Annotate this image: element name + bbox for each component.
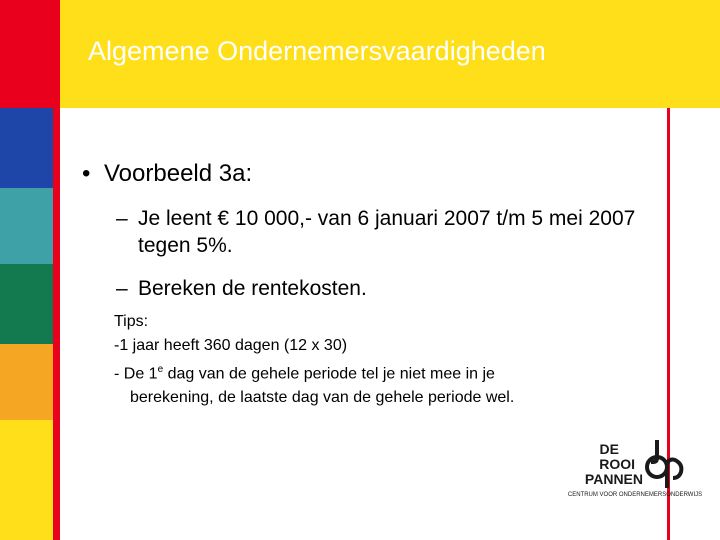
sub-bullet-text: Bereken de rentekosten. [138,277,367,300]
stripe-blue [0,108,53,188]
stripe-orange [0,344,53,420]
bullet-text: Voorbeeld 3a: [104,160,253,187]
stripe-teal [0,188,53,264]
sub-bullet-dash: – [116,277,128,300]
tips-block [114,310,654,410]
tip-line-3: berekening, de laatste dag van de gehele periode wel. [130,389,515,407]
logo-word-rooi: ROOI [599,456,635,472]
tips-heading: Tips: [114,313,149,330]
stripe-green [0,264,53,344]
slide-title: Algemene Ondernemersvaardigheden [88,36,546,66]
sub-bullet-1 [116,205,636,259]
tip-line-2 [114,358,654,386]
tip-line-2-post: dag van de gehele periode tel je niet mee in je [163,365,495,383]
tip-line-2-pre: - De 1 [114,365,158,383]
sub-bullet-text: Je leent € 10 000,- van 6 januari 2007 t/m 5 mei 2007 tegen 5%. [138,207,636,257]
header-bar [60,0,720,108]
de-rooi-pannen-logo [567,438,703,500]
main-bullet [82,160,252,188]
logo-emblem-icon [647,440,681,488]
logo-word-pannen: PANNEN [584,471,643,487]
tip-line-2-sup: e [157,364,164,375]
logo-graphic [567,438,703,500]
stripe-red [0,0,53,108]
bullet-symbol: • [82,160,91,187]
sub-bullet-dash: – [116,207,128,230]
sub-bullet-2 [116,275,636,302]
logo-word-de: DE [599,441,619,457]
stripe-yellow [0,420,53,540]
vertical-red-line [53,0,60,540]
tip-line-1: -1 jaar heeft 360 dagen (12 x 30) [114,337,348,354]
logo-tagline: CENTRUM VOOR ONDERNEMERSONDERWIJS [567,492,703,498]
